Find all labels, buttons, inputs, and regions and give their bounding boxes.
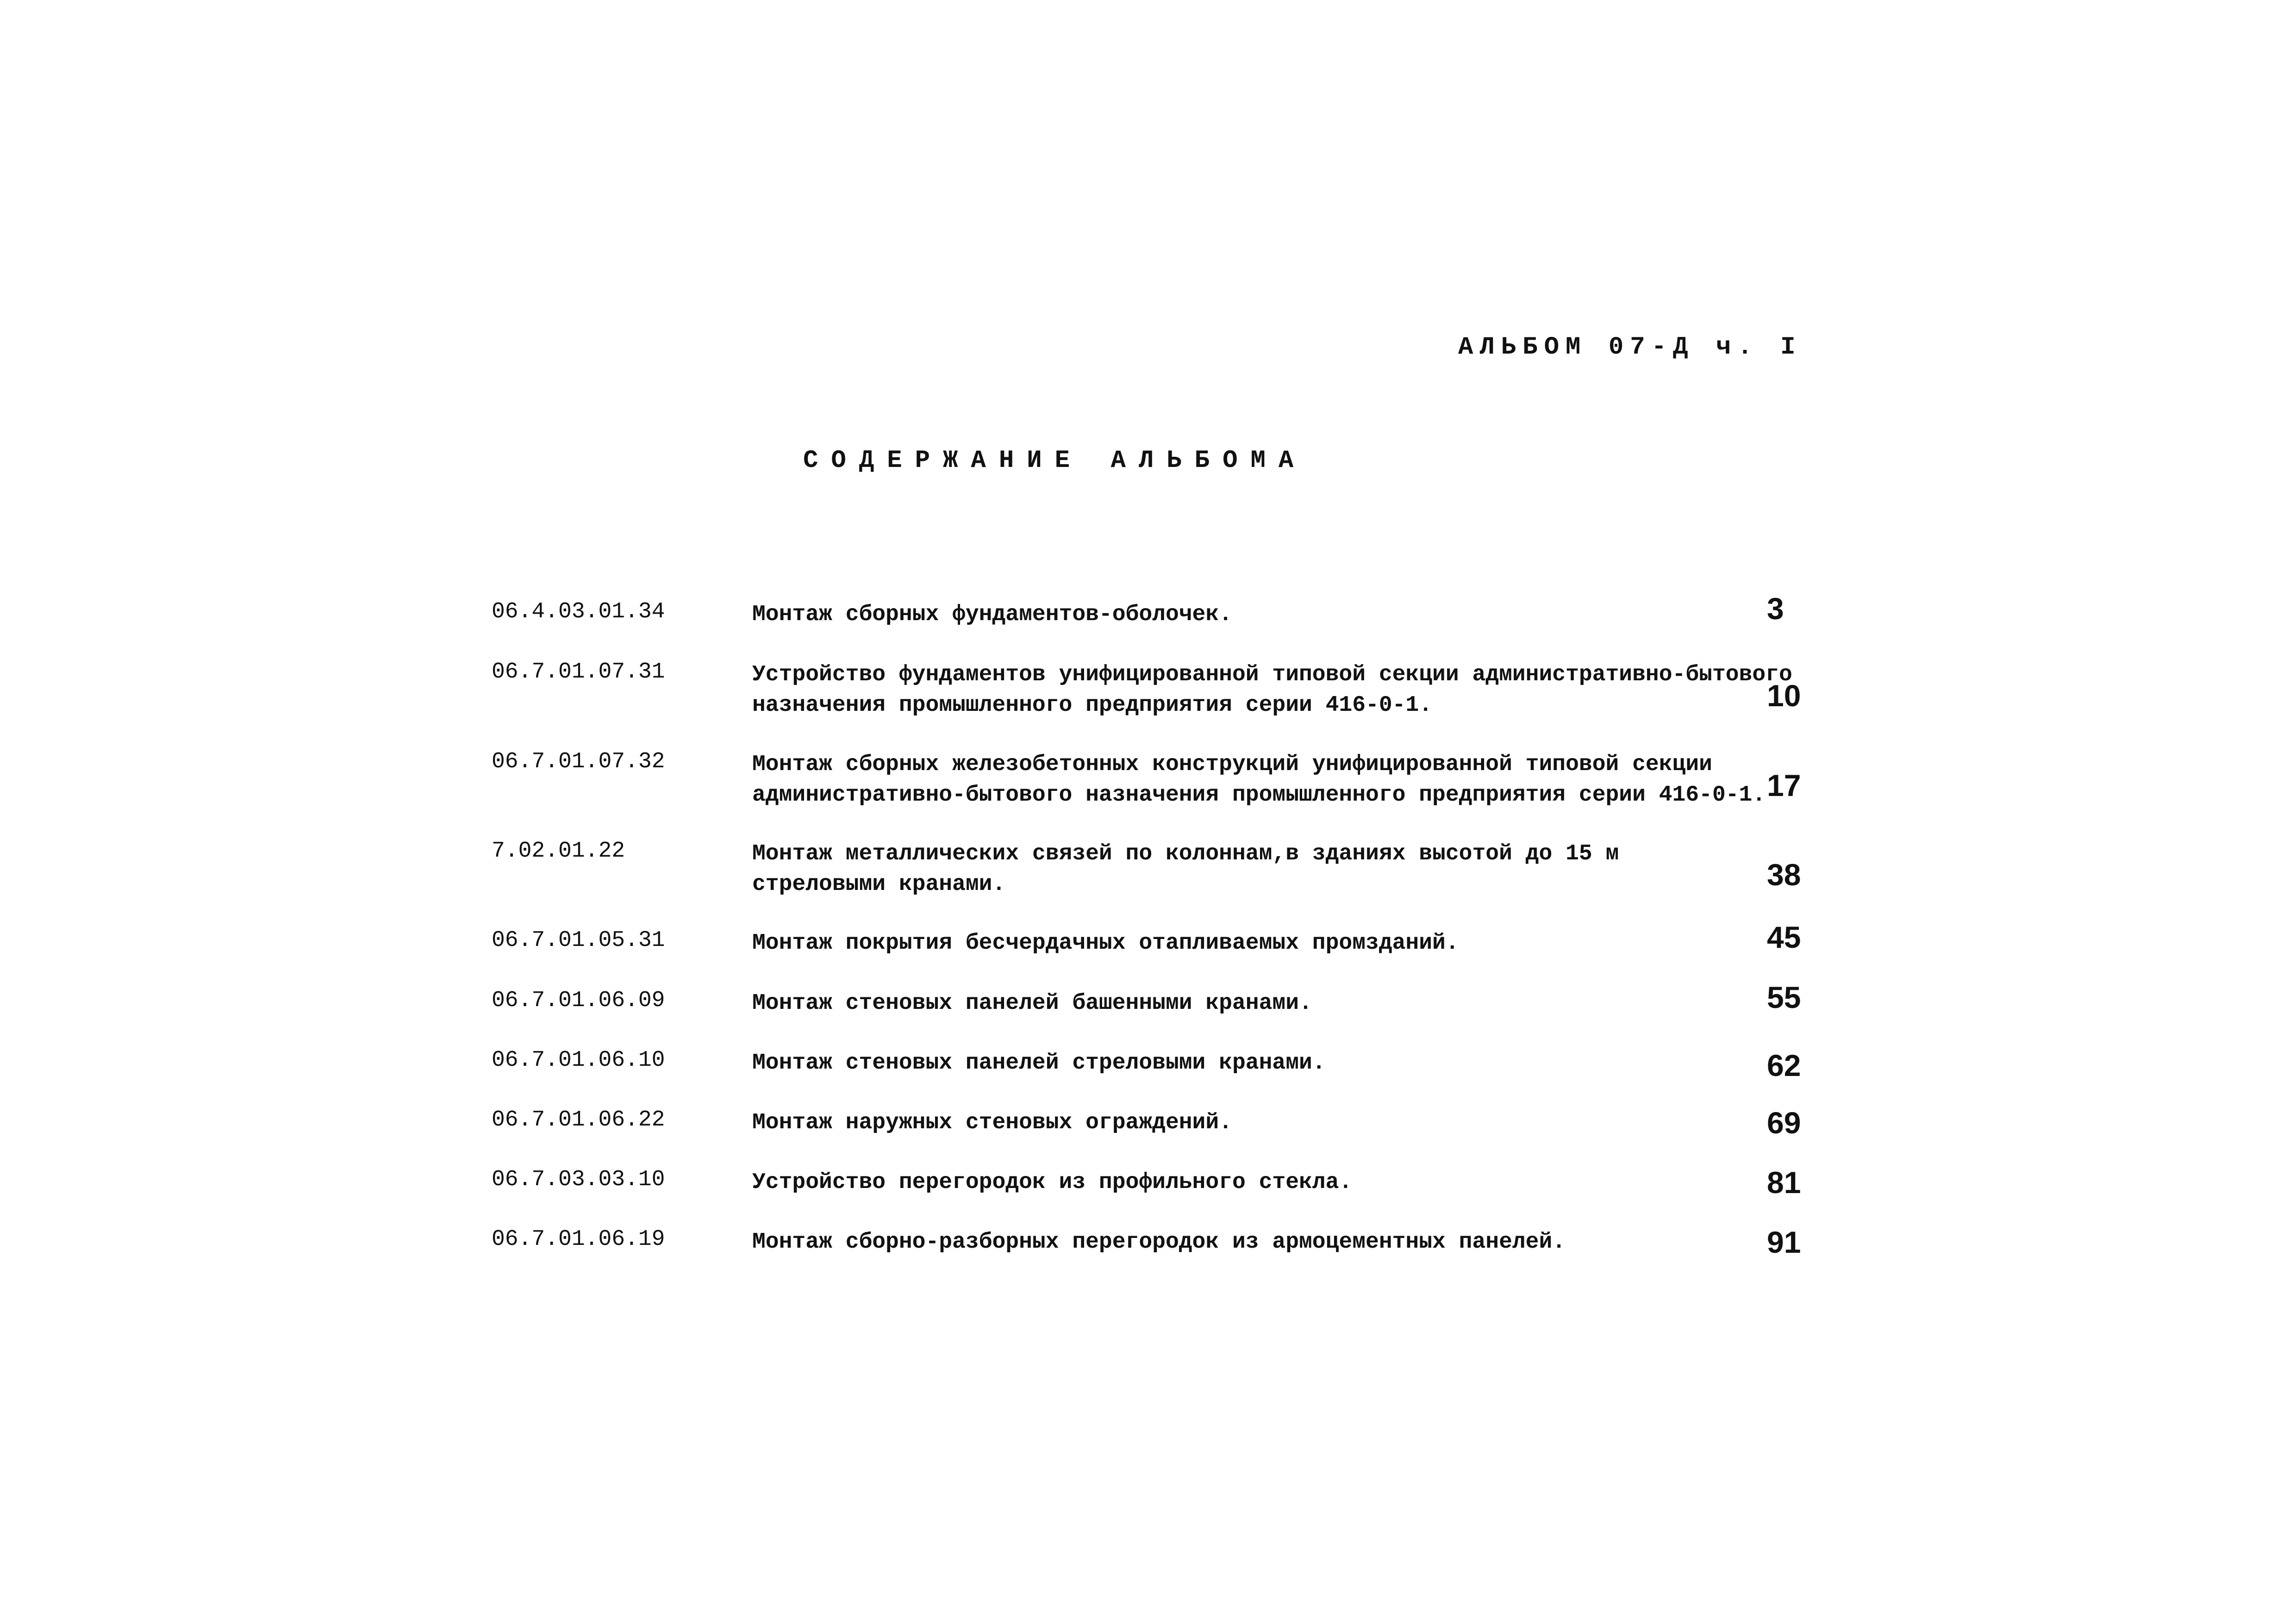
toc-row xyxy=(492,1107,2296,1168)
toc-row-code: 06.7.01.06.09 xyxy=(492,988,665,1013)
toc-row xyxy=(492,1048,2296,1108)
toc-row-description xyxy=(752,1107,1771,1138)
toc-row-code: 06.7.01.07.32 xyxy=(492,749,665,774)
toc-row-description xyxy=(752,1167,1771,1198)
toc-row-code: 06.7.01.06.19 xyxy=(492,1227,665,1252)
toc-row-page-number: 3 xyxy=(1767,591,1784,626)
toc-row-page-number: 45 xyxy=(1767,920,1801,954)
toc-row-description-line: Монтаж стеновых панелей стреловыми кранами. xyxy=(752,1051,1326,1076)
toc-row xyxy=(492,839,2296,899)
toc-row-description xyxy=(752,1048,1771,1078)
toc-row-code: 06.7.01.06.10 xyxy=(492,1048,665,1073)
toc-row-code: 06.7.01.07.31 xyxy=(492,659,665,684)
toc-row-page-number: 81 xyxy=(1767,1165,1801,1200)
toc-row-description-line: Монтаж стеновых панелей башенными кранами. xyxy=(752,991,1312,1016)
toc-row-description xyxy=(752,749,1771,810)
toc-row-page-number: 10 xyxy=(1767,678,1801,713)
table-of-contents xyxy=(492,0,2296,1623)
toc-row-description-line: Монтаж покрытия бесчердачных отапливаемых промзданий. xyxy=(752,931,1459,956)
toc-row-description-line: Устройство перегородок из профильного стекла. xyxy=(752,1170,1353,1195)
toc-row xyxy=(492,659,2296,720)
toc-row-description xyxy=(752,928,1771,958)
toc-row-description-line: Монтаж сборных фундаментов-оболочек. xyxy=(752,602,1232,627)
toc-row xyxy=(492,1227,2296,1287)
toc-row-code: 06.4.03.01.34 xyxy=(492,599,665,624)
toc-row-code: 06.7.01.05.31 xyxy=(492,928,665,953)
toc-row-description-line: стреловыми кранами. xyxy=(752,872,1006,897)
document-title: СОДЕРЖАНИЕ АЛЬБОМА xyxy=(803,447,1307,475)
toc-row-description-line: Монтаж сборных железобетонных конструкций унифицированной типовой секции xyxy=(752,752,1712,777)
toc-row-code: 7.02.01.22 xyxy=(492,839,625,864)
toc-row-description xyxy=(752,1227,1771,1257)
toc-row-page-number: 69 xyxy=(1767,1106,1801,1140)
toc-row-page-number: 91 xyxy=(1767,1225,1801,1259)
toc-row-page-number: 38 xyxy=(1767,858,1801,892)
toc-row xyxy=(492,980,2296,1048)
toc-row xyxy=(492,1167,2296,1227)
toc-row-code: 06.7.03.03.10 xyxy=(492,1167,665,1192)
toc-row-description-line: Монтаж металлических связей по колоннам,в зданиях высотой до 15 м xyxy=(752,841,1619,866)
toc-row-description-line: назначения промышленного предприятия серии 416-0-1. xyxy=(752,693,1433,718)
toc-row-page-number: 17 xyxy=(1767,768,1801,802)
toc-row-description-line: Устройство фундаментов унифицированной типовой секции административно-бытового xyxy=(752,662,1792,687)
album-code: АЛЬБОМ 07-Д ч. I xyxy=(1458,333,1802,361)
toc-row-code: 06.7.01.06.22 xyxy=(492,1107,665,1132)
toc-row-page-number: 55 xyxy=(1767,980,1801,1014)
toc-row xyxy=(492,591,2296,659)
toc-row-description-line: административно-бытового назначения промышленного предприятия серии 416-0-1. xyxy=(752,783,1766,808)
toc-row xyxy=(492,749,2296,809)
toc-row-description xyxy=(752,599,1771,630)
toc-row-description xyxy=(752,839,1771,900)
toc-row-description-line: Монтаж наружных стеновых ограждений. xyxy=(752,1110,1232,1135)
toc-row-description xyxy=(752,988,1771,1019)
toc-row-description-line: Монтаж сборно-разборных перегородок из армоцементных панелей. xyxy=(752,1230,1566,1255)
toc-row xyxy=(492,920,2296,988)
toc-row-page-number: 62 xyxy=(1767,1048,1801,1082)
